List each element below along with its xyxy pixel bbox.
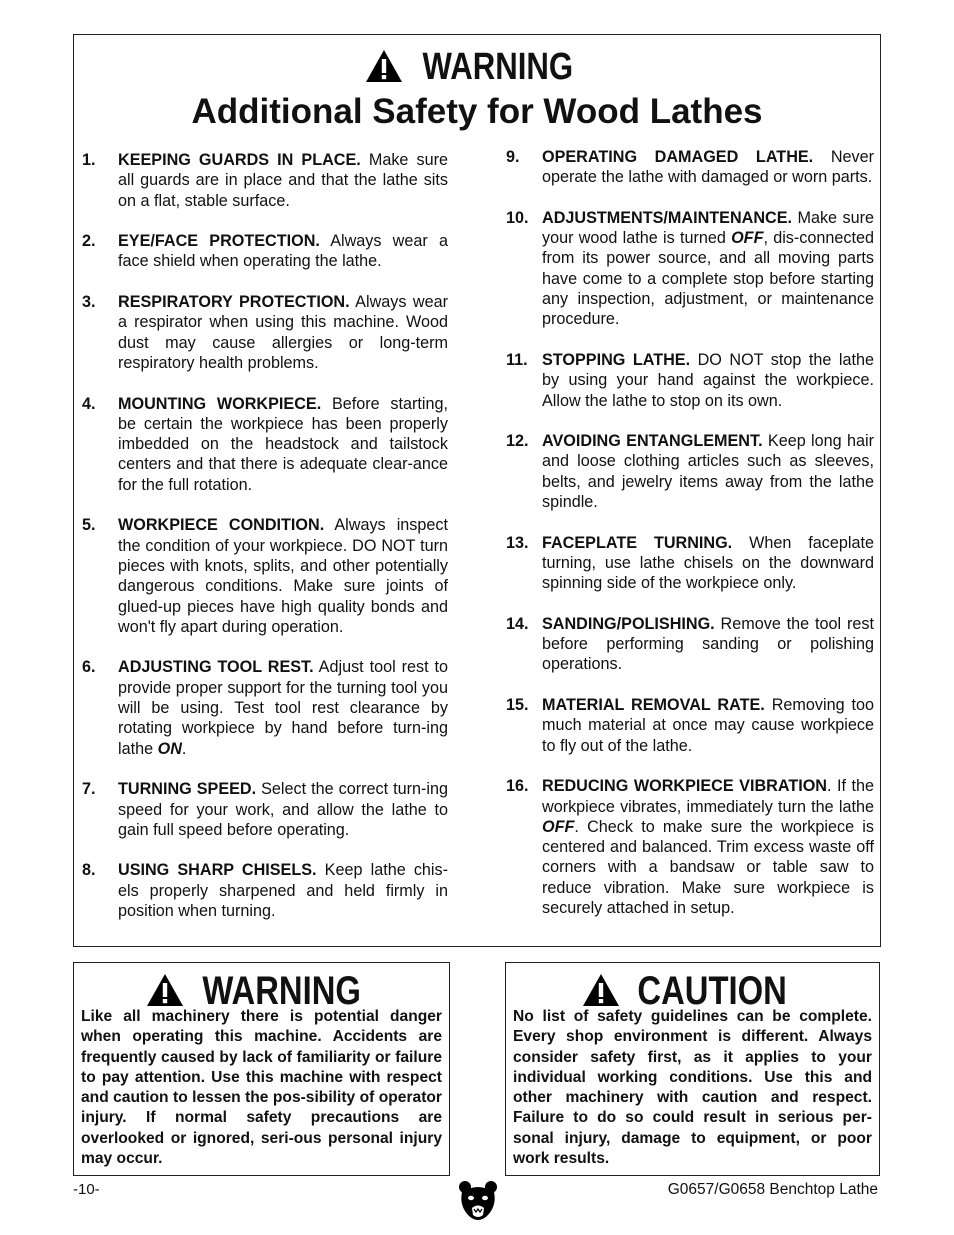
- item-heading: WORKPIECE CONDITION.: [118, 516, 325, 535]
- item-text: [542, 533, 874, 594]
- warning-notice-box: [73, 962, 450, 1176]
- item-heading: FACEPLATE TURNING.: [542, 533, 733, 552]
- right-safety-list: [506, 147, 874, 939]
- item-number: 11.: [506, 350, 528, 369]
- safety-list-item: [506, 208, 874, 330]
- page-number: -10-: [73, 1181, 100, 1198]
- safety-list-item: [506, 431, 874, 512]
- item-body: When faceplate turning, use lathe chisels on the downward spinning side of the workpiece only.: [542, 533, 875, 593]
- item-number: 8.: [82, 861, 96, 880]
- item-heading: MOUNTING WORKPIECE.: [118, 394, 322, 413]
- item-text: [118, 292, 448, 373]
- item-text: [118, 515, 448, 637]
- item-body: Select the correct turn-ing speed for your work, and allow the lathe to gain full speed before operating.: [118, 780, 448, 839]
- item-heading: KEEPING GUARDS IN PLACE.: [118, 151, 361, 169]
- grizzly-bear-logo-icon: [457, 1178, 499, 1224]
- caution-notice-text: No list of safety guidelines can be complete. Every shop environment is different. Always consider safety first, as it applies to your individual working conditions. Use this and other machinery with caution and respect. Failure to do so could result in serious per-sonal injury, damage to equipment, or poor work results.: [513, 1008, 872, 1168]
- item-body: Keep lathe chis-els properly sharpened and held firmly in position when turning.: [118, 861, 448, 920]
- item-body: Always wear a respirator when using this machine. Wood dust may cause allergies or long-term respiratory health problems.: [118, 293, 448, 372]
- item-heading: ADJUSTMENTS/MAINTENANCE.: [542, 208, 793, 227]
- safety-list-item: [82, 231, 448, 272]
- caution-notice-box: [505, 962, 880, 1176]
- item-body: Make sure all guards are in place and that the lathe sits on a flat, stable surface.: [118, 151, 448, 210]
- item-text: [542, 431, 874, 512]
- item-body: Adjust tool rest to provide proper support for the turning tool you will be using. Test tool rest clearance by rotating workpiece by hand before turn-ing lathe: [118, 658, 449, 758]
- safety-list-item: [82, 292, 448, 373]
- item-text: [542, 614, 874, 675]
- item-text: [118, 779, 448, 840]
- item-number: 7.: [82, 780, 96, 799]
- item-text: [542, 776, 874, 918]
- item-heading: USING SHARP CHISELS.: [118, 861, 317, 880]
- item-emphasis: OFF: [542, 817, 575, 836]
- item-heading: AVOIDING ENTANGLEMENT.: [542, 432, 763, 451]
- safety-list-item: [82, 779, 448, 840]
- item-body: Never operate the lathe with damaged or worn parts.: [542, 148, 875, 187]
- item-body-tail: .: [181, 739, 187, 758]
- item-body: DO NOT stop the lathe by using your hand against the workpiece. Allow the lathe to stop on its own.: [542, 350, 874, 410]
- safety-list-item: [506, 350, 874, 411]
- item-heading: STOPPING LATHE.: [542, 350, 691, 369]
- hazard-triangle-icon: [581, 972, 621, 1008]
- item-text: [118, 394, 448, 495]
- item-emphasis: OFF: [731, 229, 764, 248]
- item-text: [118, 860, 448, 921]
- hazard-triangle-icon: [145, 972, 185, 1008]
- item-body: Keep long hair and loose clothing articles such as sleeves, belts, and jewelry items away from the lathe spindle.: [542, 432, 874, 512]
- item-text: [118, 657, 448, 758]
- warning-heading: [74, 45, 880, 89]
- item-number: 4.: [82, 394, 96, 413]
- item-body: Always wear a face shield when operating the lathe.: [118, 232, 448, 271]
- footer-model-name: G0657/G0658 Benchtop Lathe: [667, 1181, 878, 1198]
- item-text: [542, 695, 874, 756]
- item-number: 3.: [82, 293, 96, 312]
- warning-notice-word: WARNING: [202, 969, 361, 1013]
- warning-word: WARNING: [422, 46, 574, 88]
- safety-list-item: [506, 147, 874, 188]
- item-body: Remove the tool rest before performing sanding or polishing operations.: [542, 614, 874, 674]
- item-number: 6.: [82, 658, 96, 677]
- item-body: Make sure your wood lathe is turned: [542, 208, 874, 248]
- item-heading: OPERATING DAMAGED LATHE.: [542, 148, 814, 166]
- safety-list-item: [82, 150, 448, 211]
- item-number: 15.: [506, 696, 529, 715]
- item-text: [118, 231, 448, 272]
- safety-list-item: [82, 394, 448, 495]
- left-safety-list: [82, 150, 448, 942]
- item-body: Removing too much material at once may cause workpiece to fly out of the lathe.: [542, 696, 874, 755]
- item-number: 2.: [82, 232, 96, 251]
- page-title: Additional Safety for Wood Lathes: [191, 92, 763, 131]
- item-number: 9.: [506, 148, 520, 166]
- item-heading: ADJUSTING TOOL REST.: [118, 658, 314, 677]
- item-body-tail: . Check to make sure the workpiece is centered and balanced. Trim excess waste off corners with a bandsaw or table saw to reduce vibration. Make sure workpiece is securely attached in setup.: [542, 817, 874, 917]
- item-number: 1.: [82, 151, 96, 169]
- item-number: 16.: [506, 777, 529, 796]
- item-number: 5.: [82, 516, 96, 535]
- safety-list-item: [82, 515, 448, 637]
- item-heading: TURNING SPEED.: [118, 780, 257, 799]
- item-body: . If the workpiece vibrates, immediately turn the lathe: [542, 777, 874, 816]
- item-heading: REDUCING WORKPIECE VIBRATION: [542, 777, 827, 796]
- safety-list-item: [506, 695, 874, 756]
- item-body: Always inspect the condition of your workpiece. DO NOT turn pieces with knots, splits, and other potentially dangerous conditions. Make sure joints of glued-up pieces have high quality bonds and won't fly apart during operation.: [118, 516, 448, 636]
- safety-list-item: [82, 860, 448, 921]
- item-number: 14.: [506, 614, 529, 633]
- safety-list-item: [506, 776, 874, 918]
- safety-list-item: [506, 533, 874, 594]
- item-heading: MATERIAL REMOVAL RATE.: [542, 696, 765, 715]
- caution-notice-word: CAUTION: [637, 969, 788, 1013]
- item-text: [118, 150, 448, 211]
- item-heading: EYE/FACE PROTECTION.: [118, 232, 320, 251]
- item-text: [542, 208, 874, 330]
- item-body: Before starting, be certain the workpiece has been properly imbedded on the headstock and tailstock centers and that there is adequate clear-ance for the full rotation.: [118, 394, 448, 494]
- item-emphasis: ON: [157, 739, 182, 758]
- safety-list-item: [506, 614, 874, 675]
- item-body-tail: , dis-connected from its power source, and all moving parts have come to a complete stop before starting any inspection, adjustment, or maintenance procedure.: [542, 229, 874, 329]
- item-heading: SANDING/POLISHING.: [542, 614, 715, 633]
- warning-notice-text: Like all machinery there is potential danger when operating this machine. Accidents are frequently caused by lack of familiarity or failure to pay attention. Use this machine with respect and caution to lessen the pos-sibility of operator injury. If normal safety precautions are overlooked or ignored, seri-ous personal injury may occur.: [81, 1008, 442, 1168]
- item-heading: RESPIRATORY PROTECTION.: [118, 293, 350, 312]
- item-number: 10.: [506, 208, 529, 227]
- safety-list-item: [82, 657, 448, 758]
- hazard-triangle-icon: [364, 48, 404, 84]
- additional-safety-panel: [73, 34, 881, 947]
- item-text: [542, 350, 874, 411]
- item-text: [542, 147, 874, 188]
- item-number: 12.: [506, 432, 529, 451]
- item-number: 13.: [506, 533, 529, 552]
